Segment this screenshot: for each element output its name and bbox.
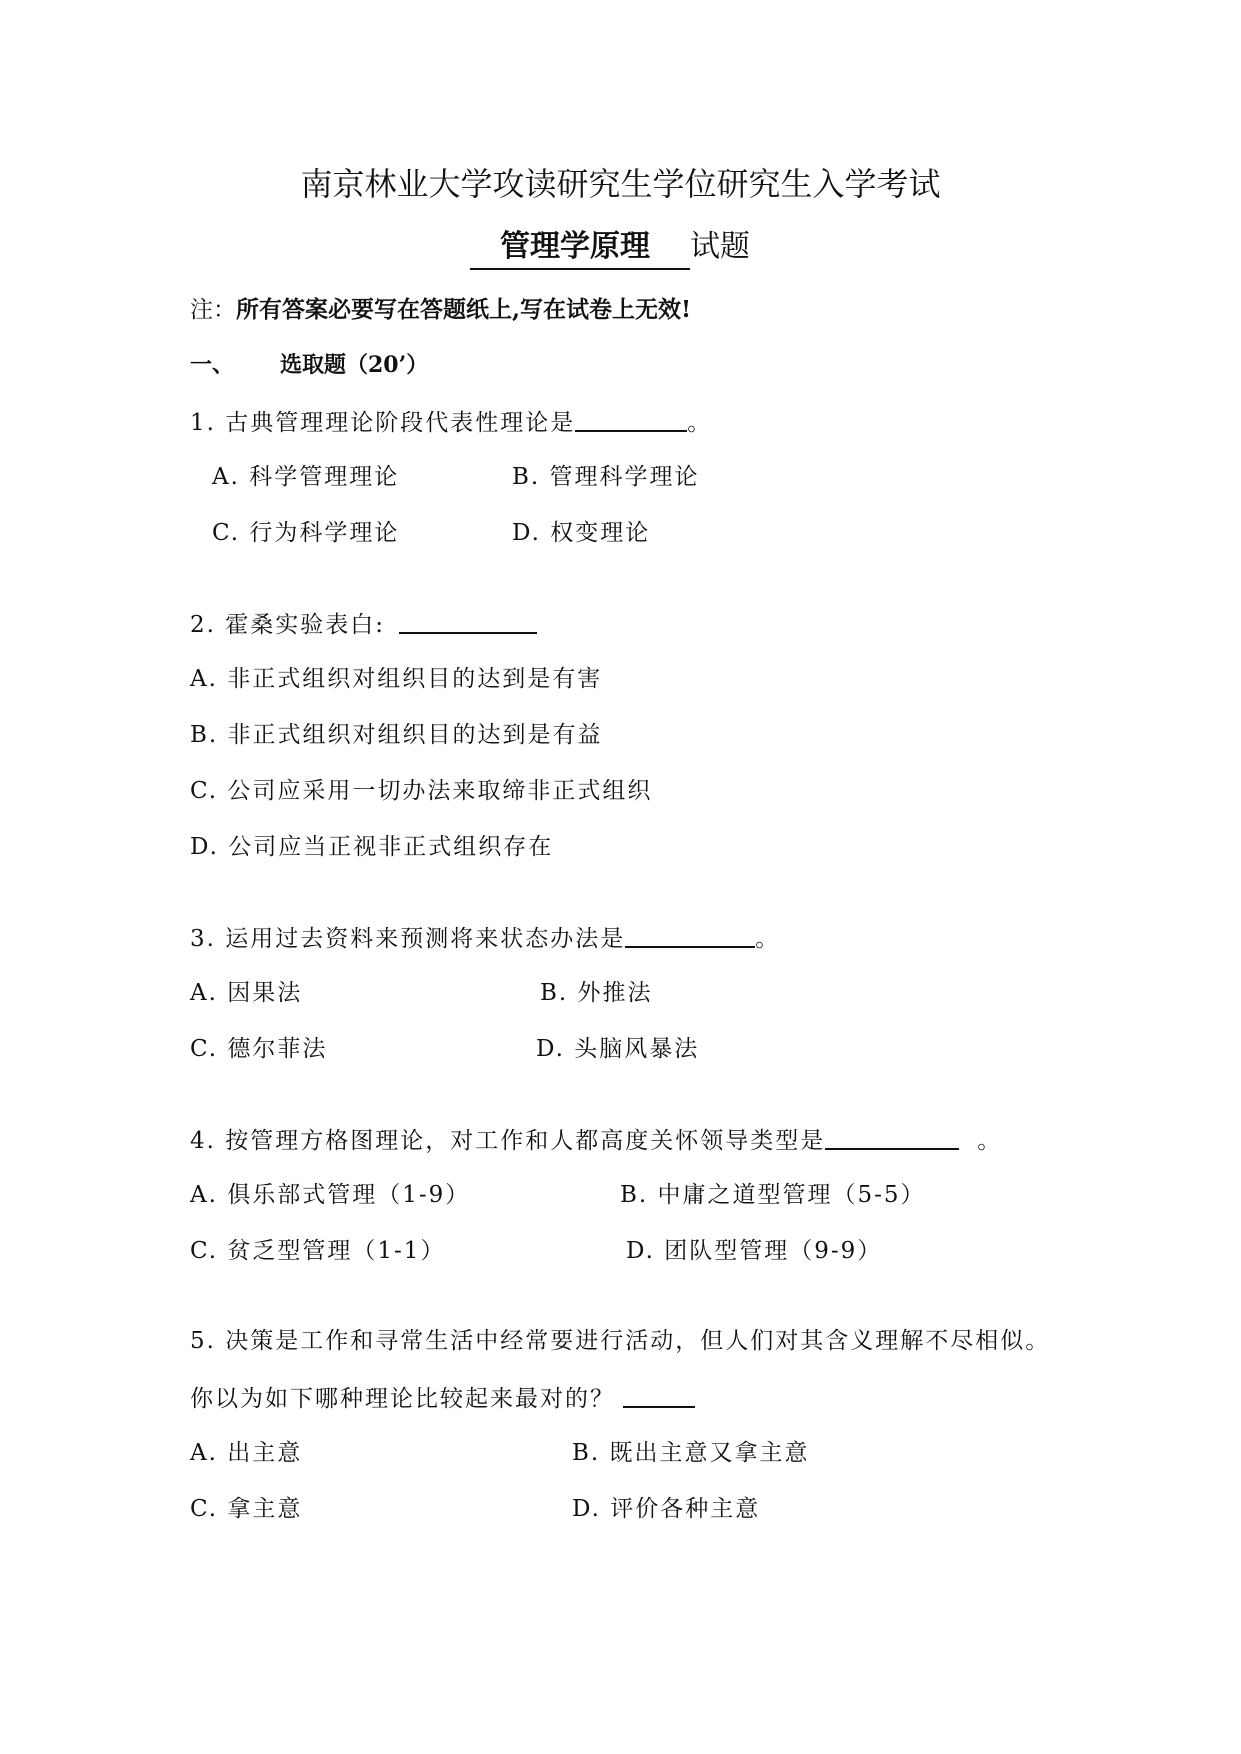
q2-option-c: C. 公司应采用一切办法来取缔非正式组织 [190, 778, 653, 804]
question-2-stem [190, 612, 537, 637]
question-end: 。 [977, 1128, 1003, 1154]
q5-option-c: C. 拿主意 [190, 1496, 303, 1522]
q2-option-d: D. 公司应当正视非正式组织存在 [190, 834, 554, 860]
question-4-stem [190, 1128, 1002, 1153]
question-1-stem [190, 410, 712, 435]
section-number: 一、 [190, 352, 235, 378]
exam-title: 南京林业大学攻读研究生学位研究生入学考试 [300, 165, 941, 203]
q5-option-d: D. 评价各种主意 [572, 1496, 761, 1522]
question-3-stem [190, 926, 780, 951]
q4-option-b: B. 中庸之道型管理（5-5） [620, 1182, 926, 1208]
subject-name: 管理学原理 [470, 232, 690, 270]
subject-line [470, 229, 750, 270]
q5-option-a: A. 出主意 [190, 1440, 303, 1466]
question-stem-text: 1. 古典管理理论阶段代表性理论是 [190, 410, 576, 436]
q1-option-d: D. 权变理论 [512, 520, 651, 546]
answer-blank [399, 612, 537, 634]
q2-option-b: B. 非正式组织对组织目的达到是有益 [190, 722, 603, 748]
q2-option-a: A. 非正式组织对组织目的达到是有害 [190, 666, 603, 692]
question-end: 。 [755, 926, 781, 952]
subject-suffix: 试题 [690, 229, 750, 264]
question-stem-text: 你以为如下哪种理论比较起来最对的？ [190, 1386, 615, 1412]
q3-option-b: B. 外推法 [540, 980, 653, 1006]
q4-option-c: C. 贫乏型管理（1-1） [190, 1238, 446, 1264]
q1-option-c: C. 行为科学理论 [212, 520, 400, 546]
section-heading [190, 354, 428, 376]
q5-option-b: B. 既出主意又拿主意 [572, 1440, 810, 1466]
question-stem-text: 4. 按管理方格图理论，对工作和人都高度关怀领导类型是 [190, 1128, 826, 1154]
q3-option-a: A. 因果法 [190, 980, 303, 1006]
q1-option-b: B. 管理科学理论 [512, 464, 700, 490]
question-end: 。 [687, 410, 713, 436]
note-prefix: 注： [190, 297, 236, 323]
q1-option-a: A. 科学管理理论 [212, 464, 400, 490]
section-title: 选取题（20’） [280, 352, 429, 378]
question-5-stem: 5. 决策是工作和寻常生活中经常要进行活动，但人们对其含义理解不尽相似。 [190, 1328, 1051, 1354]
answer-blank [625, 926, 755, 948]
answer-blank [623, 1386, 695, 1408]
exam-note [190, 298, 691, 322]
question-stem-text: 3. 运用过去资料来预测将来状态办法是 [190, 926, 626, 952]
answer-blank [575, 410, 687, 432]
q3-option-d: D. 头脑风暴法 [536, 1036, 700, 1062]
q3-option-c: C. 德尔菲法 [190, 1036, 328, 1062]
question-5-stem-line2 [190, 1386, 695, 1411]
note-text: 所有答案必要写在答题纸上,写在试卷上无效! [236, 296, 692, 323]
q4-option-a: A. 俱乐部式管理（1-9） [190, 1182, 471, 1208]
question-stem-text: 2. 霍桑实验表白: [190, 612, 386, 638]
q4-option-d: D. 团队型管理（9-9） [626, 1238, 883, 1264]
answer-blank [825, 1128, 959, 1150]
